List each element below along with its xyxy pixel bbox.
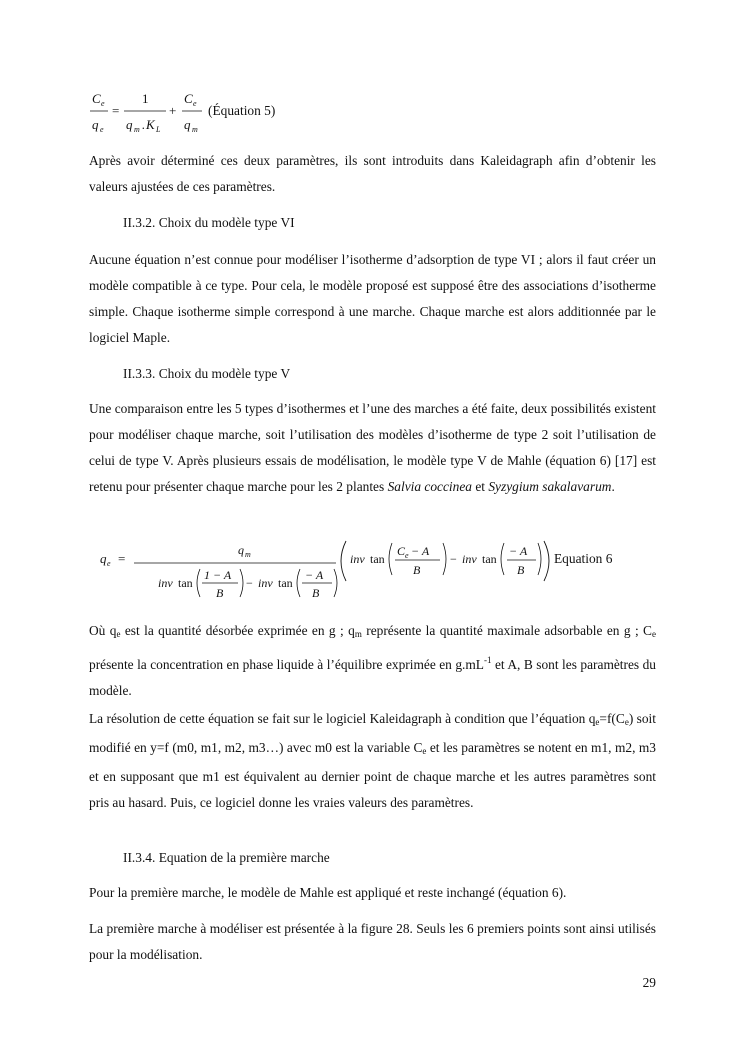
eq5-lhs-den: q [92,117,99,132]
svg-text:+: + [169,103,177,118]
svg-text:C: C [397,544,406,558]
svg-text:inv: inv [258,576,273,590]
species-salvia: Salvia coccinea [387,479,472,494]
svg-text:m: m [192,125,198,134]
svg-text:e: e [100,125,104,134]
svg-text:.: . [142,117,146,132]
eq6-label: Equation 6 [554,551,613,566]
svg-text:q: q [100,551,107,566]
svg-text:q: q [184,117,191,132]
heading-II-3-2: II.3.2. Choix du modèle type VI [123,215,295,230]
svg-text:−: − [246,576,253,590]
svg-text:e: e [405,551,409,560]
equation-6 [100,537,640,607]
svg-text:B: B [413,563,421,577]
heading-II-3-4: II.3.4. Equation de la première marche [123,850,330,865]
paragraph-5: La résolution de cette équation se fait sur le logiciel Kaleidagraph à condition que l’équation $q_e=f(C_e)$ soit modifié en y=f (m0, m1, m2, m3…) avec m0 est la variable $C_e$ et les paramètres se notent en m1, m2, m3 et en supposant que m1 est équivalent au dernier point de chaque marche et les autres paramètres sont pris au hasard. Puis, ce logiciel donne les vraies valeurs des paramètres. [89,711,656,810]
svg-text:B: B [517,563,525,577]
svg-text:inv: inv [158,576,173,590]
svg-text:tan: tan [482,552,497,566]
svg-text:m: m [134,125,140,134]
eq6-num-qm: q [238,543,244,557]
equation-5 [88,88,348,138]
svg-text:=: = [118,551,126,566]
svg-text:tan: tan [278,576,293,590]
svg-text:B: B [216,586,224,600]
svg-text:1 − A: 1 − A [204,568,232,582]
svg-text:tan: tan [370,552,385,566]
svg-text:− A: − A [305,568,324,582]
eq5-label: (Équation 5) [208,103,276,118]
svg-text:B: B [312,586,320,600]
svg-text:− A: − A [411,544,430,558]
svg-text:inv: inv [350,552,365,566]
svg-text:L: L [156,125,161,134]
svg-text:=: = [112,103,120,118]
svg-text:tan: tan [178,576,193,590]
svg-text:K: K [146,117,155,132]
eq5-term1-num: 1 [142,91,149,106]
eq5-term2-num: C [184,91,193,106]
svg-text:e: e [193,99,197,108]
page-number: 29 [642,975,656,990]
heading-II-3-3: II.3.3. Choix du modèle type V [123,366,291,381]
svg-text:− A: − A [509,544,528,558]
svg-text:m: m [245,550,251,559]
species-syzygium: Syzygium sakalavarum [488,479,612,494]
svg-text:e: e [107,559,111,568]
paragraph-6: Pour la première marche, le modèle de Mahle est appliqué et reste inchangé (équation 6). [89,885,567,900]
svg-text:e: e [101,99,105,108]
paragraph-1: Après avoir déterminé ces deux paramètres, ils sont introduits dans Kaleidagraph afin d’obtenir les valeurs ajustées de ces paramètres. [89,153,656,194]
eq5-lhs-num: C [92,91,101,106]
paragraph-2: Aucune équation n’est connue pour modéliser l’isotherme d’adsorption de type VI ; alors il faut créer un modèle compatible à ce type. Pour cela, le modèle proposé est supposé être des associations d’isotherme simple. Chaque isotherme simple correspond à une marche. Chaque marche est alors additionnée par le logiciel Maple. [89,252,656,345]
svg-text:inv: inv [462,552,477,566]
svg-text:−: − [450,552,457,566]
svg-text:q: q [126,117,133,132]
paragraph-7: La première marche à modéliser est présentée à la figure 28. Seuls les 6 premiers points sont ainsi utilisés pour la modélisation. [89,921,656,962]
paragraph-3: Une comparaison entre les 5 types d’isothermes et l’une des marches a été faite, deux possibilités existent pour modéliser chaque marche, soit l’utilisation des modèles d’isotherme de type 2 soit l’utilisation de celui de type V. Après plusieurs essais de modélisation, le modèle type V de Mahle (équation 6) [17] est retenu pour présenter chaque marche pour les 2 plantes Salvia coccinea et Syzygium sakalavarum. [89,401,656,494]
paragraph-4: Où $q_e$ est la quantité désorbée exprimée en g ; $q_m$ représente la quantité maximale adsorbable en g ; $C_e$ présente la concentration en phase liquide à l’équilibre exprimée en $g.mL^{-1}$ et A, B sont les paramètres du modèle. [89,623,656,698]
